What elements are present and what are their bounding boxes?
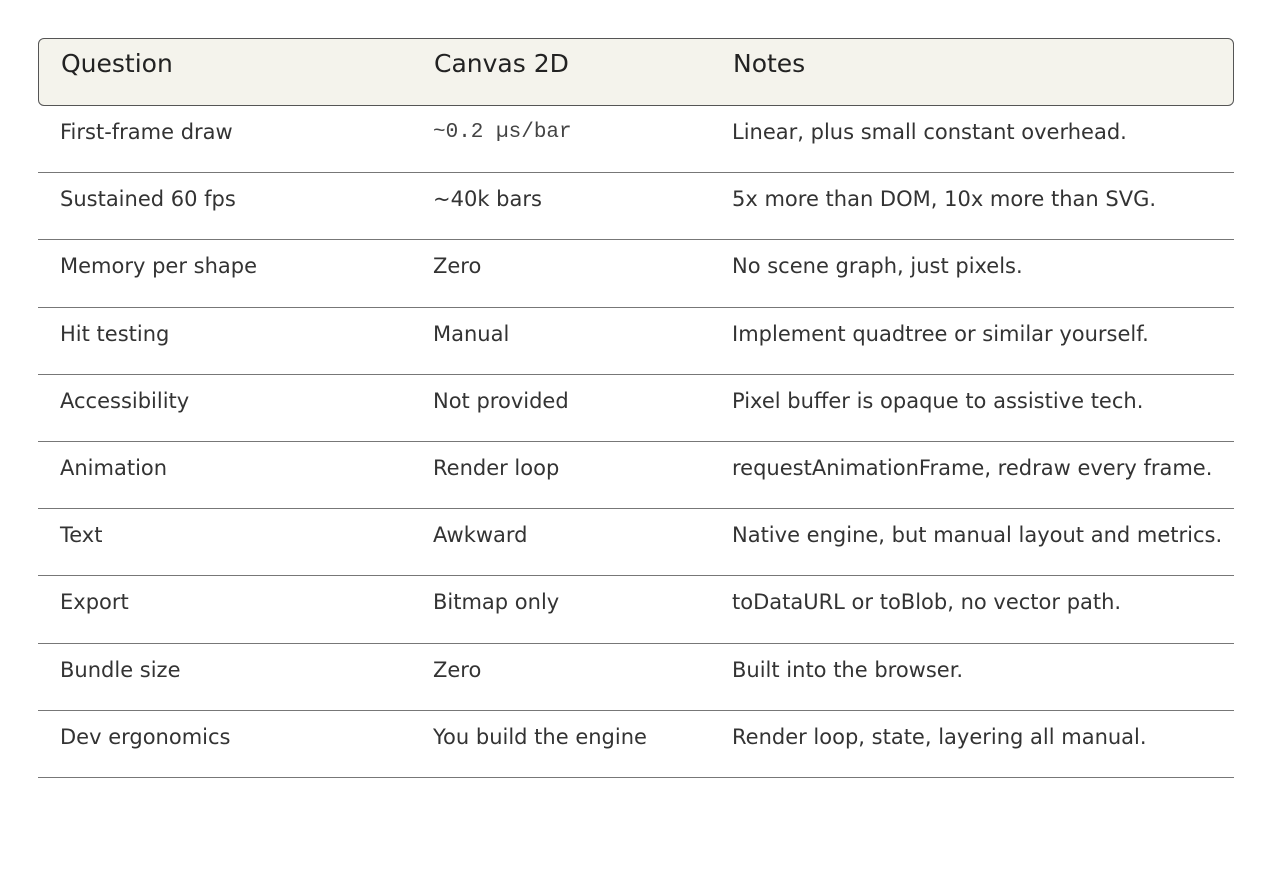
cell-canvas: ~40k bars [433, 187, 542, 212]
cell-question: Memory per shape [60, 254, 258, 279]
table-row [38, 375, 1234, 442]
cell-notes: Implement quadtree or similar yourself. [732, 321, 1149, 346]
cell-notes: 5x more than DOM, 10x more than SVG. [732, 187, 1157, 212]
table-row [38, 509, 1234, 576]
cell-question: Text [60, 523, 103, 548]
cell-canvas: Not provided [433, 388, 569, 413]
cell-question: First-frame draw [60, 120, 233, 144]
cell-canvas: Awkward [433, 523, 528, 548]
table-row [38, 106, 1234, 173]
table-row [38, 173, 1234, 240]
cell-canvas: You build the engine [433, 724, 647, 749]
cell-question: Sustained 60 fps [60, 187, 236, 212]
cell-canvas: ~0.2 µs/bar [433, 121, 572, 144]
cell-canvas: Manual [433, 321, 510, 346]
cell-notes: Native engine, but manual layout and metrics. [732, 523, 1223, 548]
cell-notes: requestAnimationFrame, redraw every frame. [732, 455, 1213, 480]
table-row [38, 240, 1234, 307]
header-canvas-2d: Canvas 2D [434, 49, 569, 78]
cell-canvas: Zero [433, 657, 482, 682]
cell-question: Export [60, 590, 129, 615]
cell-question: Dev ergonomics [60, 724, 231, 749]
cell-notes: No scene graph, just pixels. [732, 254, 1023, 279]
cell-question: Bundle size [60, 657, 181, 682]
cell-canvas: Zero [433, 254, 482, 279]
cell-notes: Pixel buffer is opaque to assistive tech. [732, 388, 1144, 413]
cell-canvas: Bitmap only [433, 590, 560, 615]
cell-notes: Linear, plus small constant overhead. [732, 120, 1127, 144]
table-row [38, 576, 1234, 643]
cell-notes: Built into the browser. [732, 657, 964, 682]
table-row [38, 442, 1234, 509]
cell-question: Accessibility [60, 388, 190, 413]
header-notes: Notes [733, 49, 806, 78]
cell-question: Hit testing [60, 321, 170, 346]
header-question: Question [61, 49, 173, 78]
cell-notes: Render loop, state, layering all manual. [732, 724, 1147, 749]
table-row [38, 644, 1234, 711]
cell-question: Animation [60, 455, 168, 480]
table-header-row [38, 38, 1234, 106]
cell-notes: toDataURL or toBlob, no vector path. [732, 590, 1122, 615]
table-row [38, 711, 1234, 778]
comparison-table [38, 38, 1234, 778]
cell-canvas: Render loop [433, 455, 560, 480]
table-row [38, 308, 1234, 375]
